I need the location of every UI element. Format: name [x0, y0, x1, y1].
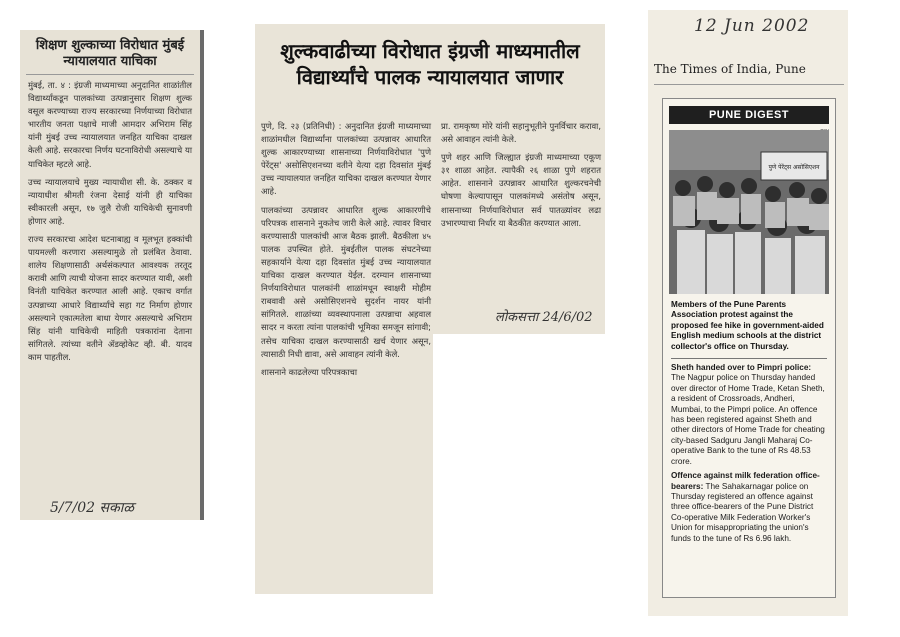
news-item-title: Offence against milk federation office-bearers: [671, 471, 820, 491]
paragraph: पुणे शहर आणि जिल्ह्यात इंग्रजी माध्यमाच्या एकूण ३१ शाळा आहेत. त्यापैकी २६ शाळा पुणे शहरात आहेत. शासनाने उत्पन्नावर आधारित शुल्करचनेची घोषणा केल्यापासून पालकांमध्ये असंतोष असून, शासनाच्या निर्णयाविरोधात सर्व पातळ्यांवर लढा उभारण्याचा निर्धार या बैठकीत करण्यात आला. [441, 152, 601, 228]
article-body [20, 75, 200, 364]
clipping-sakal [20, 30, 204, 520]
handwritten-date-note: 5/7/02 सकाळ [50, 500, 134, 516]
divider [654, 84, 844, 85]
handwritten-date: 12 Jun 2002 [694, 16, 810, 36]
paragraph: मुंबई, ता. ४ : इंग्रजी माध्यमाच्या अनुदानित शाळांतील विद्यार्थ्यांकडून पालकांच्या उत्पन्नानुसार शिक्षण शुल्क वसूल करण्याच्या राज्य सरकारच्या निर्णयाच्या विरोधात भारतीय जनता पक्षाचे माजी आमदार अभिराम सिंह यांनी मुंबई उच्च न्यायालयात जनहित याचिका दाखल केली आहे. सरकारचा निर्णय घटनाविरोधी असल्याचे या याचिकेत म्हटले आहे. [28, 80, 192, 169]
protest-photo [669, 130, 829, 294]
article-left-column [261, 120, 431, 380]
handwritten-source-note: लोकसत्ता 24/6/02 [495, 310, 593, 325]
paragraph: पुणे, दि. २३ (प्रतिनिधी) : अनुदानित इंग्रजी माध्यमाच्या शाळांमधील विद्यार्थ्यांना पालकांच्या उत्पन्नावर आधारित शुल्क आकारण्याच्या शासनाच्या निर्णयाविरोधात 'पुणे पेरेंट्स' असोसिएशनच्या वतीने येत्या दहा दिवसांत मुंबई उच्च न्यायालयात जनहित याचिका दाखल करण्यात येणार आहे. [261, 121, 431, 197]
headline-parents-court: शुल्कवाढीच्या विरोधात इंग्रजी माध्यमातील विद्यार्थ्यांचे पालक न्यायालयात जाणार [280, 39, 580, 89]
paragraph: प्रा. रामकृष्ण मोरे यांनी सहानुभूतीने पुनर्विचार करावा, असे आवाहन त्यांनी केले. [441, 121, 601, 145]
publication-name: The Times of India, Pune [654, 62, 806, 76]
paragraph: पालकांच्या उत्पन्नावर आधारित शुल्क आकारणीचे परिपत्रक शासनाने नुकतेच जारी केले आहे. त्यावर विचार करण्यासाठी पालकांची आज बैठक झाली. बैठकीला ४५ पालक उपस्थित होते. मुंबईतील पालक संघटनेच्या सहकार्याने येत्या दहा दिवसांत मुंबई उच्च न्यायालयात याचिका दाखल करण्यात येईल. दरम्यान शासनाच्या निर्णयाविरोधात पालकांनी शाळांमधून स्वाक्षरी मोहीम राबवावी असे असोसिएशनचे सुदर्शन नायर यांनी सांगितले. शाळांच्या व्यवस्थापनाला उत्पन्नाचा अहवाल सादर न करता त्यांना पालकांची भूमिका समजून सांगावी; तसेच याचिका दाखल करण्यासाठी खर्च येणार असून, त्यासाठी निधी द्यावा, असे आवाहन त्यांनी केले. [261, 204, 431, 359]
protest-crowd-image [669, 130, 829, 294]
clipping-times-of-india [648, 10, 848, 616]
photo-caption: Members of the Pune Parents Association protest against the proposed fee hike in government-aided English medium schools at the district collector's office on Thursday. [671, 300, 824, 351]
paragraph: उच्च न्यायालयाचे मुख्य न्यायाधीश सी. के. ठक्कर व न्यायाधीश श्रीमती रंजना देसाई यांनी ही याचिका स्वीकारली असून, १७ जुलै रोजी याचिकेची सुनावणी होणार आहे. [28, 176, 192, 226]
news-item-sheth [663, 359, 835, 467]
news-item-milk-federation [663, 467, 835, 544]
news-item-body: The Sahakarnagar police on Thursday registered an offence against three office-bearers of the Pune District Co-operative Milk Federation Worker's Union for misappropriating the union's funds to the tune of Rs 6.96 lakh. [671, 481, 814, 543]
pune-digest-box [662, 98, 836, 598]
article-right-column [441, 120, 601, 231]
headline-fee-petition: शिक्षण शुल्काच्या विरोधात मुंबई न्यायालयात याचिका [26, 30, 194, 75]
clipping-loksatta [255, 24, 605, 594]
news-item-title: Sheth handed over to Pimpri police: [671, 363, 812, 373]
cutout-region [433, 334, 605, 594]
section-title: PUNE DIGEST [669, 106, 829, 124]
news-item-body: The Nagpur police on Thursday handed over director of Home Trade, Ketan Sheth, a resident of Crossroads, Andheri, Mumbai, to the Pimpri police. An offence has been registered against Sheth and other directors of Home Trade for cheating city-based Sadguru Jangli Maharaj Co-operative Bank to the tune of Rs 48.53 crore. [671, 373, 825, 466]
paragraph: शासनाने काढलेल्या परिपत्रकाचा [261, 366, 357, 377]
paragraph: राज्य सरकारचा आदेश घटनाबाह्य व मूलभूत हक्कांची पायमल्ली करणारा असल्यामुळे तो प्रलंबित ठेवावा. शालेय शिक्षणासाठी अर्थसंकल्पात आवश्यक तरतूद करावी आणि त्याची योजना सादर करण्यात यावी, अशी विनंती याचिकेत करण्यात आली आहे. एकाच वर्गात उत्पन्नाच्या आधारे विद्यार्थ्यांचे सहा गट निर्माण होणार असल्याने एकात्मतेला बाधा येणार असल्याचे अभिराम सिंह यांनी याचिकेची माहिती पत्रकारांना देताना सांगितले. त्यांच्या वतीने ॲडव्होकेट व्ही. बी. यादव काम पाहतील. [28, 234, 192, 362]
banner-text: पुणे पेरेंट्स असोसिएशन [768, 164, 820, 171]
